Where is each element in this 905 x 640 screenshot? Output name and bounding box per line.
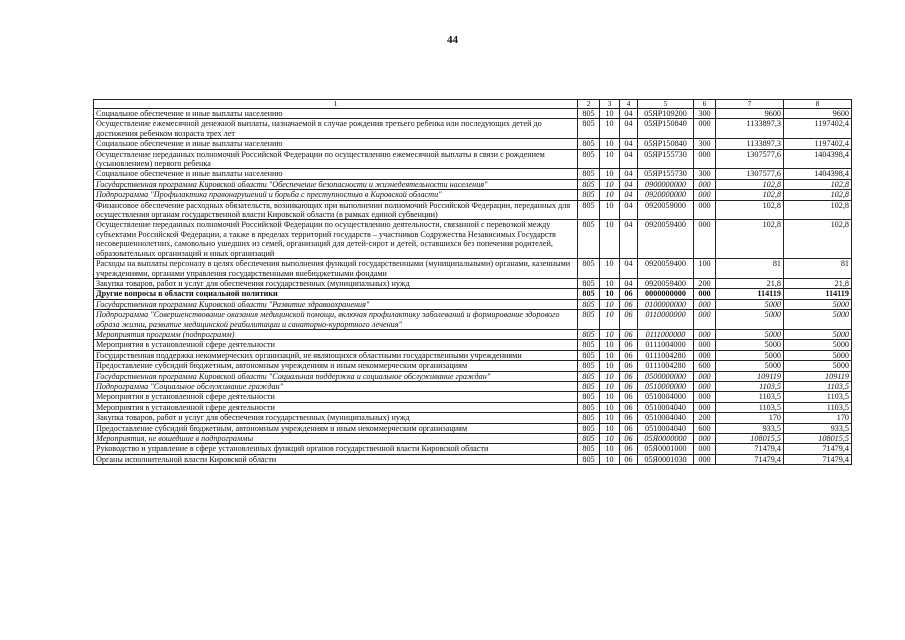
section-cell: 10 bbox=[600, 350, 620, 360]
expense-type-cell: 000 bbox=[694, 289, 716, 299]
ministry-code-cell: 805 bbox=[578, 413, 600, 423]
amount-year1-cell: 109119 bbox=[716, 371, 784, 381]
description-cell: Осуществление переданных полномочий Российской Федерации по осуществлению ежемесячной выплаты в связи с рождением (усыновлением) первого ребенка bbox=[94, 149, 578, 169]
expense-type-cell: 000 bbox=[694, 454, 716, 464]
section-cell: 10 bbox=[600, 200, 620, 220]
section-cell: 10 bbox=[600, 371, 620, 381]
expense-type-cell: 000 bbox=[694, 329, 716, 339]
subsection-cell: 04 bbox=[620, 109, 638, 119]
amount-year1-cell: 5000 bbox=[716, 310, 784, 330]
expense-type-cell: 600 bbox=[694, 423, 716, 433]
amount-year2-cell: 1197402,4 bbox=[784, 139, 852, 149]
subsection-cell: 04 bbox=[620, 190, 638, 200]
expense-type-cell: 000 bbox=[694, 392, 716, 402]
description-cell: Социальное обеспечение и иные выплаты населению bbox=[94, 109, 578, 119]
subsection-cell: 06 bbox=[620, 454, 638, 464]
subsection-cell: 06 bbox=[620, 381, 638, 391]
expense-type-cell: 000 bbox=[694, 299, 716, 309]
column-header-1: 1 bbox=[94, 100, 578, 109]
budget-table bbox=[93, 99, 852, 465]
expense-type-cell: 000 bbox=[694, 310, 716, 330]
section-cell: 10 bbox=[600, 361, 620, 371]
table-row bbox=[94, 149, 852, 169]
section-cell: 10 bbox=[600, 179, 620, 189]
target-article-cell: 05ЯР155730 bbox=[638, 169, 694, 179]
description-cell: Мероприятия программ (подпрограмм) bbox=[94, 329, 578, 339]
ministry-code-cell: 805 bbox=[578, 179, 600, 189]
target-article-cell: 0510004040 bbox=[638, 423, 694, 433]
table-row bbox=[94, 299, 852, 309]
target-article-cell: 0111000000 bbox=[638, 329, 694, 339]
table-row bbox=[94, 434, 852, 444]
amount-year1-cell: 170 bbox=[716, 413, 784, 423]
target-article-cell: 0111004280 bbox=[638, 361, 694, 371]
table-row bbox=[94, 190, 852, 200]
amount-year2-cell: 1197402,4 bbox=[784, 119, 852, 139]
amount-year2-cell: 109119 bbox=[784, 371, 852, 381]
amount-year1-cell: 71479,4 bbox=[716, 454, 784, 464]
subsection-cell: 04 bbox=[620, 119, 638, 139]
ministry-code-cell: 805 bbox=[578, 289, 600, 299]
table-row bbox=[94, 169, 852, 179]
subsection-cell: 06 bbox=[620, 340, 638, 350]
ministry-code-cell: 805 bbox=[578, 200, 600, 220]
ministry-code-cell: 805 bbox=[578, 190, 600, 200]
amount-year2-cell: 1103,5 bbox=[784, 381, 852, 391]
expense-type-cell: 200 bbox=[694, 278, 716, 288]
target-article-cell: 05ЯР109200 bbox=[638, 109, 694, 119]
subsection-cell: 06 bbox=[620, 361, 638, 371]
amount-year2-cell: 102,8 bbox=[784, 179, 852, 189]
target-article-cell: 05Я0000000 bbox=[638, 434, 694, 444]
section-cell: 10 bbox=[600, 278, 620, 288]
target-article-cell: 0920059400 bbox=[638, 278, 694, 288]
description-cell: Мероприятия, не вошедшие в подпрограммы bbox=[94, 434, 578, 444]
ministry-code-cell: 805 bbox=[578, 220, 600, 259]
description-cell: Предоставление субсидий бюджетным, автономным учреждениям и иным некоммерческим организациям bbox=[94, 423, 578, 433]
ministry-code-cell: 805 bbox=[578, 329, 600, 339]
description-cell: Органы исполнительной власти Кировской области bbox=[94, 454, 578, 464]
ministry-code-cell: 805 bbox=[578, 310, 600, 330]
subsection-cell: 04 bbox=[620, 169, 638, 179]
section-cell: 10 bbox=[600, 310, 620, 330]
amount-year1-cell: 5000 bbox=[716, 350, 784, 360]
target-article-cell: 05ЯР150840 bbox=[638, 139, 694, 149]
ministry-code-cell: 805 bbox=[578, 434, 600, 444]
amount-year1-cell: 5000 bbox=[716, 361, 784, 371]
amount-year2-cell: 5000 bbox=[784, 350, 852, 360]
description-cell: Мероприятия в установленной сфере деятельности bbox=[94, 340, 578, 350]
subsection-cell: 06 bbox=[620, 371, 638, 381]
page-number: 44 bbox=[447, 34, 458, 46]
subsection-cell: 04 bbox=[620, 200, 638, 220]
table-row bbox=[94, 278, 852, 288]
subsection-cell: 04 bbox=[620, 220, 638, 259]
amount-year1-cell: 9600 bbox=[716, 109, 784, 119]
amount-year1-cell: 5000 bbox=[716, 340, 784, 350]
section-cell: 10 bbox=[600, 289, 620, 299]
subsection-cell: 04 bbox=[620, 149, 638, 169]
expense-type-cell: 600 bbox=[694, 361, 716, 371]
target-article-cell: 0510004000 bbox=[638, 392, 694, 402]
description-cell: Руководство и управление в сфере установленных функций органов государственной власти Кировской области bbox=[94, 444, 578, 454]
amount-year2-cell: 1404398,4 bbox=[784, 169, 852, 179]
amount-year2-cell: 21,8 bbox=[784, 278, 852, 288]
amount-year1-cell: 5000 bbox=[716, 329, 784, 339]
section-cell: 10 bbox=[600, 109, 620, 119]
table-row bbox=[94, 179, 852, 189]
amount-year2-cell: 114119 bbox=[784, 289, 852, 299]
table-row bbox=[94, 310, 852, 330]
subsection-cell: 06 bbox=[620, 434, 638, 444]
amount-year1-cell: 1103,5 bbox=[716, 402, 784, 412]
expense-type-cell: 000 bbox=[694, 200, 716, 220]
amount-year2-cell: 1404398,4 bbox=[784, 149, 852, 169]
section-cell: 10 bbox=[600, 381, 620, 391]
section-cell: 10 bbox=[600, 259, 620, 279]
amount-year2-cell: 5000 bbox=[784, 299, 852, 309]
description-cell: Социальное обеспечение и иные выплаты населению bbox=[94, 169, 578, 179]
section-cell: 10 bbox=[600, 454, 620, 464]
amount-year2-cell: 102,8 bbox=[784, 220, 852, 259]
amount-year2-cell: 102,8 bbox=[784, 200, 852, 220]
section-cell: 10 bbox=[600, 423, 620, 433]
table-row bbox=[94, 350, 852, 360]
ministry-code-cell: 805 bbox=[578, 119, 600, 139]
subsection-cell: 06 bbox=[620, 423, 638, 433]
ministry-code-cell: 805 bbox=[578, 402, 600, 412]
table-row bbox=[94, 329, 852, 339]
amount-year2-cell: 170 bbox=[784, 413, 852, 423]
target-article-cell: 0000000000 bbox=[638, 289, 694, 299]
description-cell: Государственная поддержка некоммерческих организаций, не являющихся областными государственными учреждениями bbox=[94, 350, 578, 360]
target-article-cell: 0111004000 bbox=[638, 340, 694, 350]
amount-year1-cell: 102,8 bbox=[716, 200, 784, 220]
column-header-5: 5 bbox=[638, 100, 694, 109]
subsection-cell: 06 bbox=[620, 402, 638, 412]
section-cell: 10 bbox=[600, 329, 620, 339]
column-header-6: 6 bbox=[694, 100, 716, 109]
target-article-cell: 0920059400 bbox=[638, 220, 694, 259]
subsection-cell: 06 bbox=[620, 310, 638, 330]
amount-year1-cell: 1133897,3 bbox=[716, 139, 784, 149]
ministry-code-cell: 805 bbox=[578, 139, 600, 149]
table-row bbox=[94, 361, 852, 371]
column-header-3: 3 bbox=[600, 100, 620, 109]
expense-type-cell: 000 bbox=[694, 190, 716, 200]
target-article-cell: 0510004040 bbox=[638, 413, 694, 423]
expense-type-cell: 100 bbox=[694, 259, 716, 279]
amount-year2-cell: 1103,5 bbox=[784, 402, 852, 412]
description-cell: Государственная программа Кировской области "Развитие здравоохранения" bbox=[94, 299, 578, 309]
section-cell: 10 bbox=[600, 413, 620, 423]
table-row bbox=[94, 340, 852, 350]
table-row bbox=[94, 289, 852, 299]
table-row bbox=[94, 381, 852, 391]
description-cell: Социальное обеспечение и иные выплаты населению bbox=[94, 139, 578, 149]
section-cell: 10 bbox=[600, 119, 620, 139]
amount-year1-cell: 933,5 bbox=[716, 423, 784, 433]
target-article-cell: 0510000000 bbox=[638, 381, 694, 391]
description-cell: Осуществление переданных полномочий Российской Федерации по осуществлению деятельности, связанной с перевозкой между субъектами Российской Федерации, а также в пределах территорий государств – участников Содружества Независимых Государств несовершеннолетних, самовольно ушедших из семей, организаций для детей-сирот и детей, оставшихся без попечения родителей, образовательных организаций и иных организаций bbox=[94, 220, 578, 259]
ministry-code-cell: 805 bbox=[578, 454, 600, 464]
column-header-7: 7 bbox=[716, 100, 784, 109]
expense-type-cell: 000 bbox=[694, 381, 716, 391]
amount-year1-cell: 108015,5 bbox=[716, 434, 784, 444]
amount-year1-cell: 1307577,6 bbox=[716, 169, 784, 179]
expense-type-cell: 000 bbox=[694, 149, 716, 169]
amount-year2-cell: 5000 bbox=[784, 329, 852, 339]
target-article-cell: 0100000000 bbox=[638, 299, 694, 309]
ministry-code-cell: 805 bbox=[578, 259, 600, 279]
description-cell: Государственная программа Кировской области "Обеспечение безопасности и жизнедеятельности населения" bbox=[94, 179, 578, 189]
ministry-code-cell: 805 bbox=[578, 109, 600, 119]
target-article-cell: 0900000000 bbox=[638, 179, 694, 189]
ministry-code-cell: 805 bbox=[578, 371, 600, 381]
table-row bbox=[94, 392, 852, 402]
description-cell: Предоставление субсидий бюджетным, автономным учреждениям и иным некоммерческим организациям bbox=[94, 361, 578, 371]
ministry-code-cell: 805 bbox=[578, 392, 600, 402]
target-article-cell: 0920000000 bbox=[638, 190, 694, 200]
amount-year1-cell: 1307577,6 bbox=[716, 149, 784, 169]
column-header-2: 2 bbox=[578, 100, 600, 109]
subsection-cell: 06 bbox=[620, 289, 638, 299]
subsection-cell: 06 bbox=[620, 350, 638, 360]
ministry-code-cell: 805 bbox=[578, 444, 600, 454]
amount-year2-cell: 5000 bbox=[784, 340, 852, 350]
amount-year2-cell: 71479,4 bbox=[784, 444, 852, 454]
table-row bbox=[94, 402, 852, 412]
subsection-cell: 04 bbox=[620, 139, 638, 149]
table-row bbox=[94, 423, 852, 433]
description-cell: Подпрограмма "Профилактика правонарушений и борьба с преступностью в Кировской области" bbox=[94, 190, 578, 200]
ministry-code-cell: 805 bbox=[578, 361, 600, 371]
section-cell: 10 bbox=[600, 190, 620, 200]
table-row bbox=[94, 413, 852, 423]
expense-type-cell: 000 bbox=[694, 371, 716, 381]
target-article-cell: 0920059400 bbox=[638, 259, 694, 279]
description-cell: Финансовое обеспечение расходных обязательств, возникающих при выполнении полномочий Российской Федерации, переданных для осуществления органам государственной власти Кировской области (в рамках единой субвенции) bbox=[94, 200, 578, 220]
description-cell: Расходы на выплаты персоналу в целях обеспечения выполнения функций государственными (муниципальными) органами, казенными учреждениями, органами управления государственными внебюджетными фондами bbox=[94, 259, 578, 279]
subsection-cell: 04 bbox=[620, 278, 638, 288]
subsection-cell: 06 bbox=[620, 444, 638, 454]
ministry-code-cell: 805 bbox=[578, 299, 600, 309]
section-cell: 10 bbox=[600, 149, 620, 169]
table-row bbox=[94, 259, 852, 279]
description-cell: Закупка товаров, работ и услуг для обеспечения государственных (муниципальных) нужд bbox=[94, 413, 578, 423]
column-header-8: 8 bbox=[784, 100, 852, 109]
expense-type-cell: 000 bbox=[694, 434, 716, 444]
description-cell: Другие вопросы в области социальной политики bbox=[94, 289, 578, 299]
expense-type-cell: 000 bbox=[694, 444, 716, 454]
amount-year2-cell: 102,8 bbox=[784, 190, 852, 200]
section-cell: 10 bbox=[600, 402, 620, 412]
amount-year1-cell: 102,8 bbox=[716, 220, 784, 259]
section-cell: 10 bbox=[600, 392, 620, 402]
target-article-cell: 05ЯР155730 bbox=[638, 149, 694, 169]
amount-year1-cell: 5000 bbox=[716, 299, 784, 309]
subsection-cell: 06 bbox=[620, 299, 638, 309]
header-row bbox=[94, 100, 852, 109]
section-cell: 10 bbox=[600, 340, 620, 350]
description-cell: Закупка товаров, работ и услуг для обеспечения государственных (муниципальных) нужд bbox=[94, 278, 578, 288]
target-article-cell: 0111004280 bbox=[638, 350, 694, 360]
amount-year2-cell: 81 bbox=[784, 259, 852, 279]
ministry-code-cell: 805 bbox=[578, 350, 600, 360]
ministry-code-cell: 805 bbox=[578, 340, 600, 350]
expense-type-cell: 000 bbox=[694, 340, 716, 350]
ministry-code-cell: 805 bbox=[578, 149, 600, 169]
expense-type-cell: 000 bbox=[694, 350, 716, 360]
subsection-cell: 06 bbox=[620, 392, 638, 402]
table-row bbox=[94, 444, 852, 454]
section-cell: 10 bbox=[600, 434, 620, 444]
table-row bbox=[94, 220, 852, 259]
target-article-cell: 05Я0001000 bbox=[638, 444, 694, 454]
amount-year1-cell: 114119 bbox=[716, 289, 784, 299]
table-row bbox=[94, 371, 852, 381]
amount-year2-cell: 1103,5 bbox=[784, 392, 852, 402]
subsection-cell: 04 bbox=[620, 179, 638, 189]
expense-type-cell: 300 bbox=[694, 109, 716, 119]
expense-type-cell: 000 bbox=[694, 119, 716, 139]
table-row bbox=[94, 454, 852, 464]
ministry-code-cell: 805 bbox=[578, 381, 600, 391]
amount-year1-cell: 102,8 bbox=[716, 190, 784, 200]
section-cell: 10 bbox=[600, 139, 620, 149]
section-cell: 10 bbox=[600, 299, 620, 309]
target-article-cell: 0110000000 bbox=[638, 310, 694, 330]
amount-year1-cell: 1103,5 bbox=[716, 392, 784, 402]
section-cell: 10 bbox=[600, 220, 620, 259]
amount-year1-cell: 71479,4 bbox=[716, 444, 784, 454]
amount-year2-cell: 5000 bbox=[784, 310, 852, 330]
section-cell: 10 bbox=[600, 169, 620, 179]
description-cell: Государственная программа Кировской области "Социальная поддержка и социальное обслуживание граждан" bbox=[94, 371, 578, 381]
expense-type-cell: 000 bbox=[694, 402, 716, 412]
description-cell: Подпрограмма "Социальное обслуживание граждан" bbox=[94, 381, 578, 391]
table-row bbox=[94, 200, 852, 220]
table-row bbox=[94, 119, 852, 139]
amount-year2-cell: 108015,5 bbox=[784, 434, 852, 444]
subsection-cell: 06 bbox=[620, 329, 638, 339]
target-article-cell: 05Я0001030 bbox=[638, 454, 694, 464]
amount-year1-cell: 21,8 bbox=[716, 278, 784, 288]
expense-type-cell: 000 bbox=[694, 179, 716, 189]
section-cell: 10 bbox=[600, 444, 620, 454]
target-article-cell: 0510004040 bbox=[638, 402, 694, 412]
amount-year1-cell: 81 bbox=[716, 259, 784, 279]
expense-type-cell: 300 bbox=[694, 139, 716, 149]
expense-type-cell: 300 bbox=[694, 169, 716, 179]
table-row bbox=[94, 109, 852, 119]
description-cell: Мероприятия в установленной сфере деятельности bbox=[94, 392, 578, 402]
subsection-cell: 06 bbox=[620, 413, 638, 423]
ministry-code-cell: 805 bbox=[578, 278, 600, 288]
column-header-4: 4 bbox=[620, 100, 638, 109]
target-article-cell: 0920059000 bbox=[638, 200, 694, 220]
amount-year2-cell: 5000 bbox=[784, 361, 852, 371]
description-cell: Мероприятия в установленной сфере деятельности bbox=[94, 402, 578, 412]
ministry-code-cell: 805 bbox=[578, 169, 600, 179]
amount-year2-cell: 9600 bbox=[784, 109, 852, 119]
target-article-cell: 0500000000 bbox=[638, 371, 694, 381]
amount-year1-cell: 102,8 bbox=[716, 179, 784, 189]
subsection-cell: 04 bbox=[620, 259, 638, 279]
amount-year1-cell: 1133897,3 bbox=[716, 119, 784, 139]
amount-year2-cell: 933,5 bbox=[784, 423, 852, 433]
table-row bbox=[94, 139, 852, 149]
description-cell: Осуществление ежемесячной денежной выплаты, назначаемой в случае рождения третьего ребенка или последующих детей до достижения ребенком возраста трех лет bbox=[94, 119, 578, 139]
description-cell: Подпрограмма "Совершенствование оказания медицинской помощи, включая профилактику заболеваний и формирование здорового образа жизни, развитие медицинской реабилитации и санаторно-курортного лечения" bbox=[94, 310, 578, 330]
amount-year1-cell: 1103,5 bbox=[716, 381, 784, 391]
amount-year2-cell: 71479,4 bbox=[784, 454, 852, 464]
ministry-code-cell: 805 bbox=[578, 423, 600, 433]
target-article-cell: 05ЯР150840 bbox=[638, 119, 694, 139]
expense-type-cell: 000 bbox=[694, 220, 716, 259]
expense-type-cell: 200 bbox=[694, 413, 716, 423]
